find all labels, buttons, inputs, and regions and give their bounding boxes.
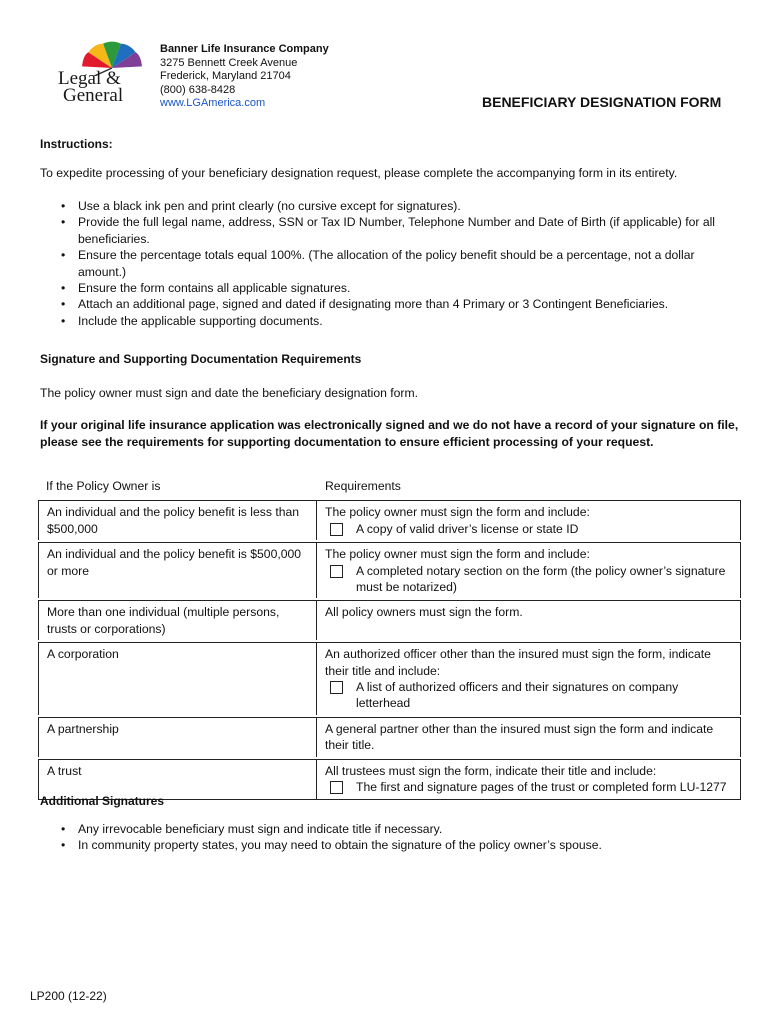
- owner-cell: An individual and the policy benefit is $500,000 or more: [38, 542, 317, 598]
- owner-cell: More than one individual (multiple persons, trusts or corporations): [38, 600, 317, 640]
- requirement-text: All policy owners must sign the form.: [325, 605, 523, 620]
- checkbox[interactable]: [330, 681, 343, 694]
- requirement-checkbox-item: [325, 679, 732, 712]
- requirement-cell: [317, 542, 741, 598]
- owner-cell: A trust: [38, 759, 317, 800]
- company-address1: 3275 Bennett Creek Avenue: [160, 56, 298, 69]
- company-name: Banner Life Insurance Company: [160, 43, 329, 55]
- requirement-text: An authorized officer other than the insured must sign the form, indicate their title and include:: [325, 647, 711, 678]
- owner-cell: An individual and the policy benefit is less than $500,000: [38, 500, 317, 540]
- table-row: [38, 717, 741, 757]
- list-item: • Any irrevocable beneficiary must sign and indicate title if necessary.: [40, 821, 740, 837]
- additional-heading: Additional Signatures: [40, 794, 165, 808]
- signature-bold-note: If your original life insurance application was electronically signed and we do not have a record of your signature on file, please see the requirements for supporting documentation to ensure efficient processing of your request.: [40, 418, 739, 449]
- company-address2: Frederick, Maryland 21704: [160, 70, 291, 82]
- logo-line2: General: [63, 85, 124, 106]
- requirement-text: The policy owner must sign the form and include:: [325, 505, 590, 520]
- checkbox-label: A copy of valid driver’s license or state ID: [356, 521, 579, 536]
- checkbox[interactable]: [330, 523, 343, 536]
- list-item: • Ensure the percentage totals equal 100%. (The allocation of the policy benefit should be a percentage, not a dollar amount.): [40, 247, 740, 280]
- list-item: • In community property states, you may need to obtain the signature of the policy owner’s spouse.: [40, 837, 740, 853]
- checkbox-label: A list of authorized officers and their signatures on company letterhead: [356, 680, 679, 711]
- instructions-list: [40, 198, 740, 329]
- additional-list: [40, 821, 740, 854]
- checkbox[interactable]: [330, 565, 343, 578]
- list-item: • Provide the full legal name, address, SSN or Tax ID Number, Telephone Number and Date of Birth (if applicable) for all beneficiaries.: [40, 214, 740, 247]
- table-header: Requirements: [325, 479, 401, 493]
- list-item: • Include the applicable supporting documents.: [40, 313, 740, 329]
- requirement-text: A general partner other than the insured must sign the form and indicate their title.: [325, 721, 714, 753]
- checkbox-label: A completed notary section on the form (the policy owner’s signature must be notarized): [356, 563, 726, 595]
- list-item: • Ensure the form contains all applicable signatures.: [40, 280, 740, 296]
- owner-cell: A partnership: [38, 717, 317, 757]
- requirement-checkbox-item: [325, 521, 732, 537]
- table-row: [38, 542, 741, 598]
- requirement-cell: [317, 500, 741, 540]
- owner-cell: A corporation: [38, 642, 317, 715]
- requirements-table: [38, 475, 741, 800]
- list-item: • Attach an additional page, signed and dated if designating more than 4 Primary or 3 Contingent Beneficiaries.: [40, 296, 740, 312]
- table-row: [38, 600, 741, 640]
- signature-heading: Signature and Supporting Documentation Requirements: [40, 352, 362, 366]
- requirement-cell: [317, 642, 741, 715]
- requirement-checkbox-item: [325, 779, 732, 795]
- logo-line1: Legal &: [58, 68, 121, 89]
- requirement-cell: [317, 600, 741, 640]
- form-code: LP200 (12-22): [30, 989, 107, 1003]
- signature-text: The policy owner must sign and date the beneficiary designation form.: [40, 386, 419, 400]
- requirement-text: The policy owner must sign the form and include:: [325, 547, 590, 562]
- form-title: BENEFICIARY DESIGNATION FORM: [482, 94, 722, 110]
- checkbox[interactable]: [330, 781, 343, 794]
- requirement-text: All trustees must sign the form, indicate their title and include:: [325, 763, 657, 778]
- table-row: [38, 642, 741, 715]
- legal-general-logo: [52, 36, 148, 116]
- instructions-intro: To expedite processing of your beneficiary designation request, please complete the accompanying form in its entirety.: [40, 166, 678, 180]
- table-row: [38, 500, 741, 540]
- company-info: [160, 43, 329, 111]
- company-phone: (800) 638-8428: [160, 83, 236, 96]
- instructions-heading: Instructions:: [40, 137, 113, 151]
- checkbox-label: The first and signature pages of the trust or completed form LU-1277: [356, 780, 727, 795]
- requirement-checkbox-item: [325, 563, 732, 596]
- requirement-cell: [317, 759, 741, 800]
- requirement-cell: [317, 717, 741, 757]
- list-item: • Use a black ink pen and print clearly (no cursive except for signatures).: [40, 198, 740, 214]
- company-website-link[interactable]: www.LGAmerica.com: [160, 97, 266, 109]
- table-header: If the Policy Owner is: [46, 479, 161, 493]
